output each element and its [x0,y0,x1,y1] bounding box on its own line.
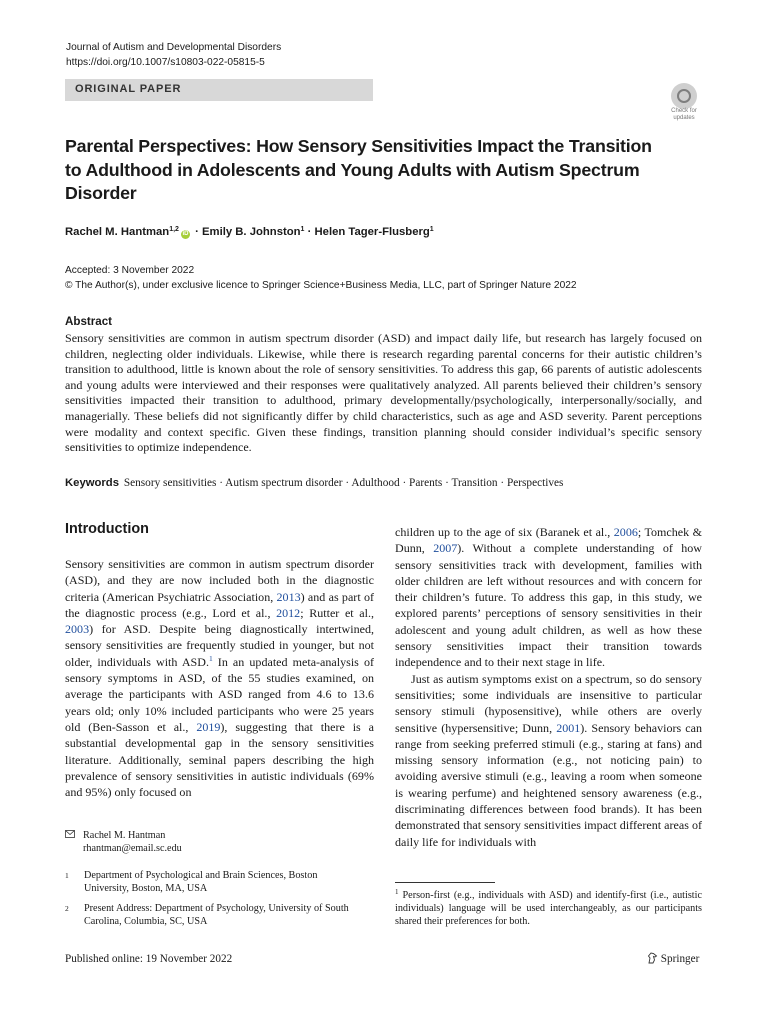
keywords-list: Sensory sensitivities · Autism spectrum disorder · Adulthood · Parents · Transition · Perspectives [123,477,564,489]
journal-name: Journal of Autism and Developmental Disorders [66,42,282,53]
paragraph: Just as autism symptoms exist on a spectrum, so do sensory sensitivities; some individuals are insensitive to particular sensory stimuli (hyposensitive), while others are overly sensitive (hypersensitive; Dunn, 2001). Sensory behaviors can range from seeking preferred stimuli (e.g., staring at fans) and missing sensory information (e.g., not noticing pain) to avoiding aversive stimuli (e.g., leaving a room when someone is wearing perfume) and heightened sensory awareness (e.g., discriminating differences between food brands). It has been demonstrated that sensory sensitivities impact different areas of daily life for individuals with [395,671,702,849]
article-dates [65,264,577,293]
footnote-ref[interactable]: 1 [208,653,213,663]
accepted-date: Accepted: 3 November 2022 [65,265,195,276]
published-online-date: Published online: 19 November 2022 [65,953,233,965]
author-name[interactable]: Helen Tager-Flusberg [314,226,430,238]
publisher-name: Springer [660,953,700,965]
abstract-heading: Abstract [65,315,113,328]
paragraph: children up to the age of six (Baranek et al., 2006; Tomchek & Dunn, 2007). Without a complete understanding of how sensory sensitivities track with development, families with older children are left without resources and with concern for their children’s future. To address this gap, in this study, we explored parents’ perceptions of sensory sensitivities in their adolescent and young adult children, as well as how these sensory sensitivities impact their transition towards independence and to their next stage in life. [395,525,702,670]
article-title: Parental Perspectives: How Sensory Sensitivities Impact the Transition to Adulthood in Adolescents and Young Adults with Autism Spectrum Disorder [65,136,652,203]
copyright-notice: © The Author(s), under exclusive licence to Springer Science+Business Media, LLC, part of Springer Nature 2022 [65,279,577,291]
check-for-updates-icon [671,83,697,109]
author-list: Rachel M. Hantman$^{1,2}$iD · Emily B. Johnston$^1$ · Helen Tager-Flusberg$^1$ [65,226,434,238]
citation-link[interactable]: 2007 [433,541,458,556]
envelope-icon [65,829,75,842]
body-column-left: Sensory sensitivities are common in autism spectrum disorder (ASD), and they are now included both in the diagnostic criteria (American Psychiatric Association, 2013) and as part of the diagnostic process (e.g., Lord et al., 2012; Rutter et al., 2003) for ASD. Despite being diagnostically intertwined, sensory sensitivities are frequently studied in younger, but not older, individuals with ASD.$^1$ In an updated meta-analysis of sensory symptoms in ASD, of the 55 studies examined, on average the participants with ASD ranged from 4.6 to 13.6 years old; only 10% included participants who were 25 years old (Ben-Sasson et al., 2019), suggesting that there is a substantial developmental gap in the sensory sensitivities literature. Additionally, seminal papers describing the high prevalence of sensory sensitivities in autistic individuals (69% and 95%) only focused on [65,557,374,800]
citation-link[interactable]: 2012 [276,605,301,620]
corresponding-author [65,829,182,855]
author-affiliation-sup: 1,2 [169,226,179,233]
keywords-label: Keywords [65,477,119,489]
citation-link[interactable]: 2013 [276,589,301,604]
corresponding-author-email[interactable]: rhantman@email.sc.edu [83,843,182,854]
citation-link[interactable]: 2003 [65,622,90,637]
springer-horse-icon [647,953,661,965]
check-for-updates-text: Check for updates [671,108,697,121]
author-name[interactable]: Rachel M. Hantman [65,226,170,238]
footnote: $^1$ Person-first (e.g., individuals with ASD) and identify-first (i.e., autistic individuals) language will be used interchangeably, as our participants shared their preferences for both. [395,888,702,928]
article-type-label: ORIGINAL PAPER [75,83,182,95]
abstract-text: Sensory sensitivities are common in autism spectrum disorder (ASD) and impact daily life, but research has largely focused on children, neglecting older individuals. Likewise, while there is research regarding parental concerns for their autistic children’s transition to adulthood, little is known about the role of sensory sensitivities. To address this gap, 66 parents of autistic adolescents and young adults were interviewed and their responses were qualitatively analyzed. All parents believed their children’s sensory sensitivities impacted their transition to adulthood, primary developmentally/psychologically, interpersonally/socially, and managerially. These beliefs did not significantly differ by child characteristics, such as age and ASD severity. Parent perceptions were modality and context specific. Given these findings, transition planning should consider individual’s specific sensory sensitivities to optimize independence. [65,331,702,455]
author-affiliation-sup: 1 [300,226,305,233]
check-for-updates-badge[interactable] [666,83,702,123]
footnote-divider [395,882,495,883]
introduction-heading: Introduction [65,521,149,537]
orcid-icon[interactable]: iD [182,231,189,237]
body-column-right [395,524,702,850]
citation-link[interactable]: 2006 [613,525,638,539]
publisher-logo[interactable] [647,952,699,965]
author-name[interactable]: Emily B. Johnston [202,226,301,238]
author-affiliation-sup: 1 [429,226,434,233]
citation-link[interactable]: 2019 [196,719,221,734]
article-type-banner [65,79,373,101]
journal-header [66,41,281,70]
keywords [65,477,563,489]
journal-doi-link[interactable]: https://doi.org/10.1007/s10803-022-05815-5 [66,56,265,68]
corresponding-author-name: Rachel M. Hantman [83,830,166,841]
citation-link[interactable]: 2001 [556,720,581,735]
